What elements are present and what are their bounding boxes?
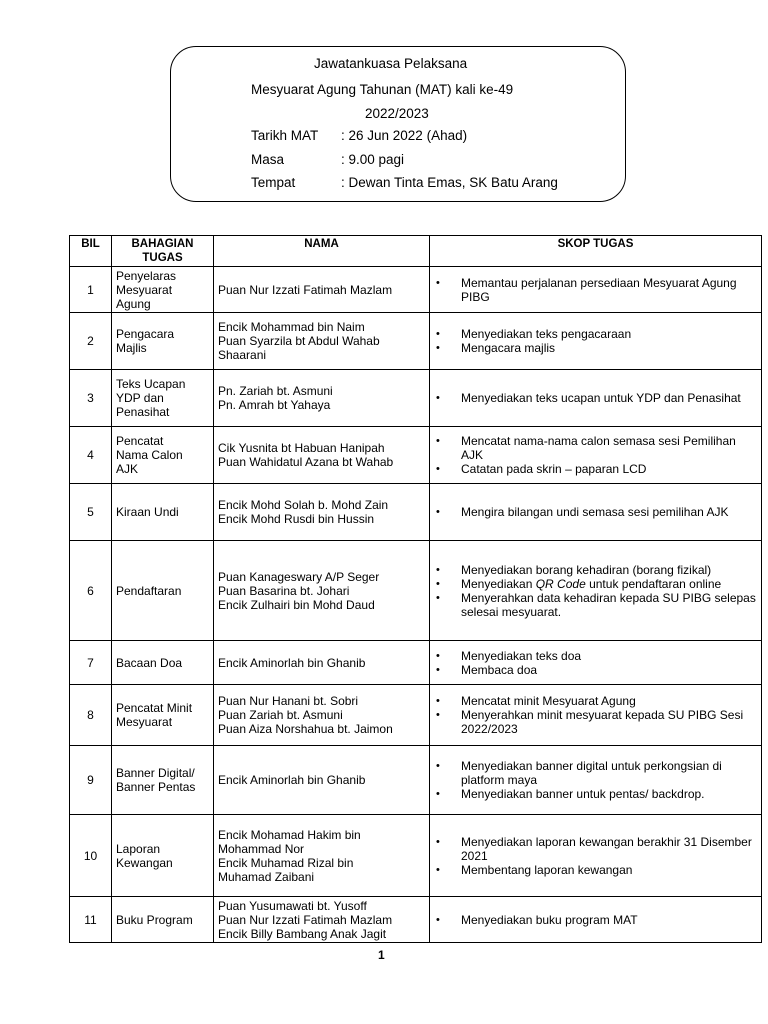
cell-bil: 4 (70, 427, 112, 484)
nama-line: Mohammad Nor (218, 841, 305, 856)
cell-bahagian (112, 370, 214, 427)
table-row (70, 267, 762, 313)
bahagian-line: Teks Ucapan (116, 377, 186, 391)
skop-item: • Memantau perjalanan persediaan Mesyuarat Agung PIBG (458, 276, 757, 304)
bahagian-line: Penyelaras (116, 268, 177, 283)
skop-item: • Mengacara majlis (458, 341, 757, 355)
skop-item (458, 577, 757, 591)
bahagian-line: Kiraan Undi (116, 505, 179, 519)
skop-item: • Mengira bilangan undi semasa sesi pemilihan AJK (458, 505, 757, 519)
skop-list (434, 759, 757, 801)
skop-item: • Menyerahkan minit mesyuarat kepada SU PIBG Sesi 2022/2023 (458, 708, 757, 736)
nama-line: Encik Muhamad Rizal bin (218, 855, 354, 870)
skop-list (434, 563, 757, 619)
bahagian-line: Penasihat (116, 405, 170, 419)
cell-skop (430, 897, 762, 943)
table-row (70, 313, 762, 370)
table-row (70, 541, 762, 641)
bahagian-line: AJK (116, 462, 139, 476)
skop-item: • Menyediakan buku program MAT (458, 913, 757, 927)
skop-item: • Membaca doa (458, 663, 757, 677)
cell-bahagian (112, 541, 214, 641)
cell-bahagian (112, 685, 214, 746)
skop-list (434, 835, 757, 877)
bahagian-line: Banner Pentas (116, 780, 196, 794)
nama-line: Shaarani (218, 348, 267, 362)
nama-line: Puan Basarina bt. Johari (218, 583, 350, 598)
cell-nama (214, 267, 430, 313)
nama-line: Cik Yusnita bt Habuan Hanipah (218, 441, 385, 455)
cell-skop (430, 641, 762, 685)
cell-skop (430, 685, 762, 746)
cell-bil: 7 (70, 641, 112, 685)
table-body (70, 267, 762, 943)
skop-list (434, 434, 757, 476)
bahagian-line: Buku Program (116, 912, 193, 927)
skop-list (434, 327, 757, 355)
nama-line: Encik Mohd Rusdi bin Hussin (218, 512, 375, 526)
cell-bil: 9 (70, 746, 112, 815)
cell-bil: 2 (70, 313, 112, 370)
masa-label: Masa (251, 152, 285, 167)
cell-bahagian (112, 313, 214, 370)
skop-list (434, 276, 757, 304)
cell-nama (214, 484, 430, 541)
table-row (70, 897, 762, 943)
table-row (70, 370, 762, 427)
nama-line: Puan Yusumawati bt. Yusoff (218, 898, 367, 913)
cell-bil: 11 (70, 897, 112, 943)
cell-bil: 6 (70, 541, 112, 641)
table-row (70, 427, 762, 484)
cell-nama (214, 815, 430, 897)
header-bahagian-line2: TUGAS (142, 252, 183, 264)
nama-line: Puan Syarzila bt Abdul Wahab (218, 334, 380, 348)
nama-line: Encik Billy Bambang Anak Jagit (218, 926, 387, 941)
skop-item: • Menyediakan teks pengacaraan (458, 327, 757, 341)
nama-line: Pn. Amrah bt Yahaya (218, 398, 331, 412)
skop-item: • Menyerahkan data kehadiran kepada SU PIBG selepas selesai mesyuarat. (458, 591, 757, 619)
cell-skop (430, 815, 762, 897)
nama-line: Puan Wahidatul Azana bt Wahab (218, 455, 394, 469)
skop-list (434, 649, 757, 677)
cell-skop (430, 370, 762, 427)
header-subtitle: Mesyuarat Agung Tahunan (MAT) kali ke-49 (251, 82, 514, 97)
nama-line: Puan Nur Hanani bt. Sobri (218, 694, 359, 708)
bahagian-line: Kewangan (116, 855, 173, 870)
skop-list (434, 694, 757, 736)
tarikh-label: Tarikh MAT (251, 128, 319, 143)
header-bil: BIL (70, 236, 112, 267)
table-row (70, 641, 762, 685)
nama-line: Muhamad Zaibani (218, 869, 315, 884)
header-nama: NAMA (214, 236, 430, 267)
tempat-label: Tempat (251, 175, 296, 190)
skop-item: • Menyediakan teks doa (458, 649, 757, 663)
skop-text: untuk pendaftaran online (585, 576, 722, 591)
bahagian-line: Mesyuarat (116, 282, 173, 297)
header-skop: SKOP TUGAS (430, 236, 762, 267)
skop-item: • Mencatat nama-nama calon semasa sesi Pemilihan AJK (458, 434, 757, 462)
nama-line: Encik Mohammad bin Naim (218, 320, 365, 334)
table-header-row (70, 236, 762, 267)
qr-code-text: QR Code (535, 576, 586, 591)
cell-bahagian (112, 267, 214, 313)
cell-nama (214, 541, 430, 641)
nama-line: Puan Nur Izzati Fatimah Mazlam (218, 282, 393, 297)
cell-nama (214, 897, 430, 943)
table-row (70, 484, 762, 541)
cell-nama (214, 685, 430, 746)
header-bahagian (112, 236, 214, 267)
page-number: 1 (378, 948, 385, 962)
nama-line: Puan Zariah bt. Asmuni (218, 708, 343, 722)
nama-line: Pn. Zariah bt. Asmuni (218, 384, 333, 398)
cell-bil: 5 (70, 484, 112, 541)
header-session: 2022/2023 (365, 106, 429, 121)
skop-item: • Menyediakan banner digital untuk perkongsian di platform maya (458, 759, 757, 787)
cell-skop (430, 313, 762, 370)
skop-item: • Mencatat minit Mesyuarat Agung (458, 694, 757, 708)
bahagian-line: Pencatat Minit (116, 701, 193, 715)
skop-item: • Membentang laporan kewangan (458, 863, 757, 877)
cell-skop (430, 267, 762, 313)
bahagian-line: Pengacara (116, 327, 175, 341)
skop-item: • Menyediakan teks ucapan untuk YDP dan Penasihat (458, 391, 757, 405)
table-row (70, 746, 762, 815)
cell-nama (214, 746, 430, 815)
nama-line: Puan Nur Izzati Fatimah Mazlam (218, 912, 393, 927)
cell-bahagian (112, 815, 214, 897)
bahagian-line: Pendaftaran (116, 583, 182, 598)
cell-bil: 10 (70, 815, 112, 897)
skop-list (434, 913, 757, 927)
cell-bil: 8 (70, 685, 112, 746)
bahagian-line: Banner Digital/ (116, 766, 195, 780)
cell-skop (430, 427, 762, 484)
cell-bahagian (112, 427, 214, 484)
nama-line: Puan Kanageswary A/P Seger (218, 569, 380, 584)
skop-list (434, 505, 757, 519)
skop-list (434, 391, 757, 405)
duty-table (69, 235, 762, 943)
nama-line: Encik Aminorlah bin Ghanib (218, 773, 366, 787)
cell-nama (214, 313, 430, 370)
skop-item: • Catatan pada skrin – paparan LCD (458, 462, 757, 476)
skop-item: • Menyediakan laporan kewangan berakhir 31 Disember 2021 (458, 835, 757, 863)
cell-nama (214, 427, 430, 484)
header-title: Jawatankuasa Pelaksana (314, 56, 468, 71)
skop-text: Menyediakan (461, 576, 536, 591)
skop-item: • Menyediakan borang kehadiran (borang fizikal) (458, 563, 757, 577)
tarikh-value: : 26 Jun 2022 (Ahad) (341, 128, 468, 143)
masa-value: : 9.00 pagi (341, 152, 405, 167)
nama-line: Encik Mohamad Hakim bin (218, 827, 361, 842)
cell-bahagian (112, 484, 214, 541)
table-row (70, 815, 762, 897)
bahagian-line: Agung (116, 296, 151, 311)
bahagian-line: Bacaan Doa (116, 655, 183, 670)
header-bahagian-line1: BAHAGIAN (131, 238, 194, 250)
cell-nama (214, 641, 430, 685)
cell-bahagian (112, 641, 214, 685)
nama-line: Encik Aminorlah bin Ghanib (218, 655, 366, 670)
skop-item: • Menyediakan banner untuk pentas/ backdrop. (458, 787, 757, 801)
cell-bahagian (112, 746, 214, 815)
tempat-value: : Dewan Tinta Emas, SK Batu Arang (341, 175, 558, 190)
nama-line: Encik Zulhairi bin Mohd Daud (218, 597, 375, 612)
bahagian-line: Laporan (116, 841, 161, 856)
nama-line: Encik Mohd Solah b. Mohd Zain (218, 498, 389, 512)
nama-line: Puan Aiza Norshahua bt. Jaimon (218, 722, 393, 736)
bahagian-line: YDP dan (116, 391, 164, 405)
bahagian-line: Mesyuarat (116, 715, 173, 729)
bahagian-line: Majlis (116, 341, 147, 355)
table-row (70, 685, 762, 746)
cell-skop (430, 541, 762, 641)
cell-bil: 1 (70, 267, 112, 313)
cell-bahagian (112, 897, 214, 943)
cell-nama (214, 370, 430, 427)
cell-skop (430, 484, 762, 541)
cell-skop (430, 746, 762, 815)
cell-bil: 3 (70, 370, 112, 427)
bahagian-line: Pencatat (116, 434, 164, 448)
bahagian-line: Nama Calon (116, 448, 183, 462)
